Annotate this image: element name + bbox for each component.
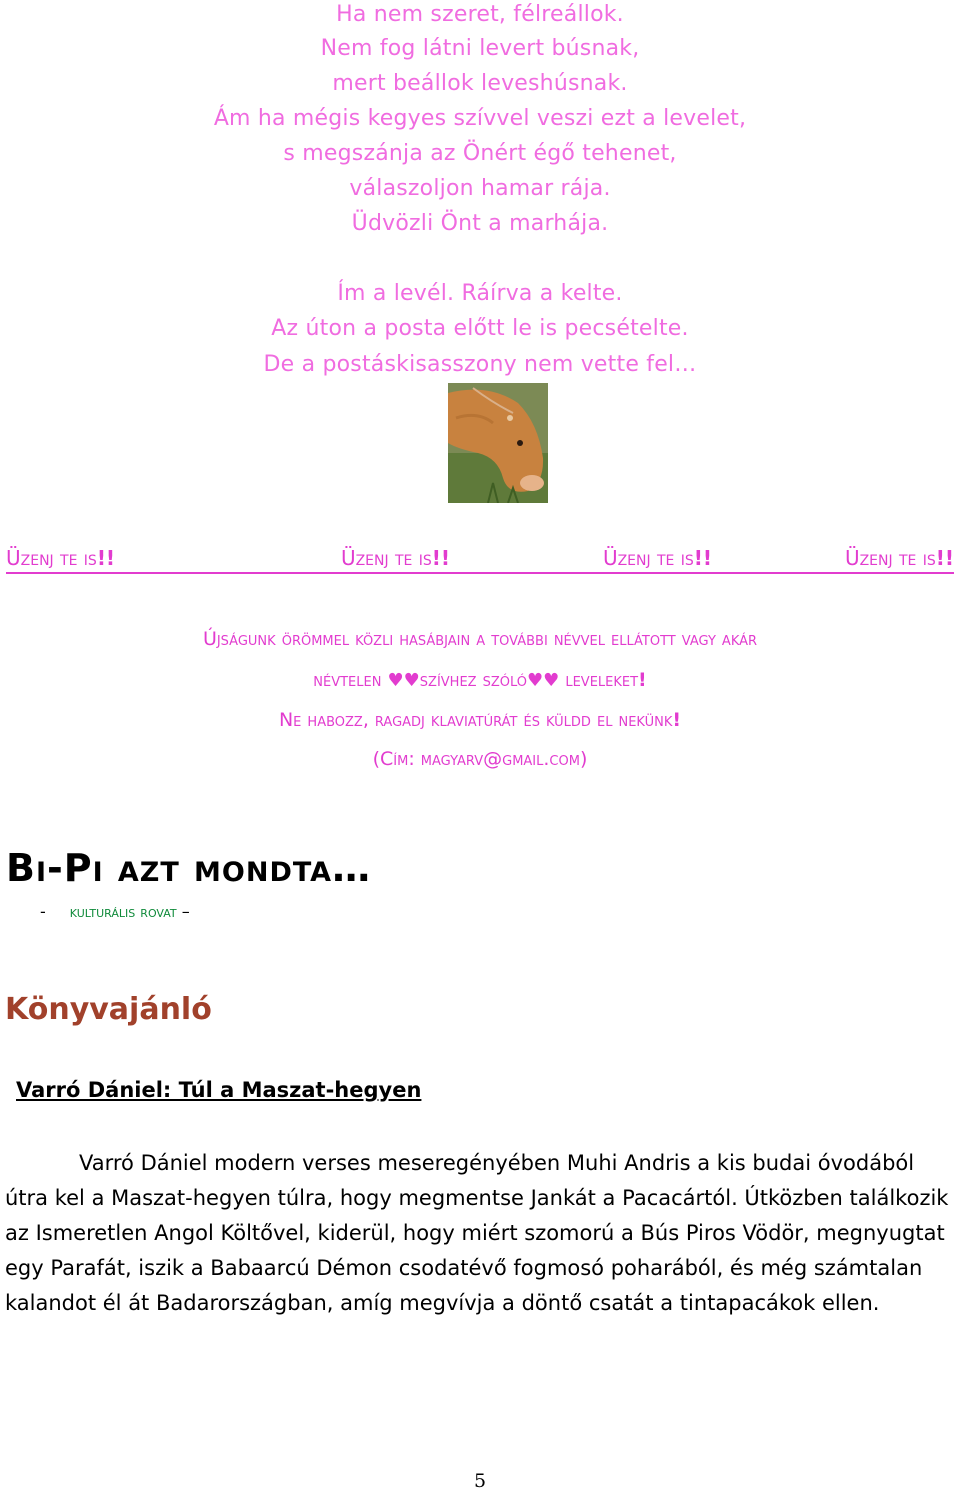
section-title: Bi-Pi azt mondta… — [6, 846, 372, 890]
review-paragraph: Varró Dániel modern verses meseregényében Muhi Andris a kis budai óvodából útra kel a Maszat-hegyen túlra, hogy megmentse Jankát a Pacacártól. Útközben találkozik az Ismeretlen Angol Költővel, kiderül, hogy miért szomorú a Bús Piros Vödör, megnyugtat egy Parafát, iszik a Babaarcú Démon csodatévő fogmosó poharából, és még számtalan kalandot él át Badarországban, amíg megvívja a döntő csatát a tintapacákok ellen. — [5, 1151, 949, 1315]
section-subtitle: - kulturális rovat – — [40, 902, 190, 921]
cow-illustration — [448, 383, 548, 503]
cow-image — [448, 383, 548, 503]
poem-line: válaszoljon hamar rája. — [349, 176, 611, 201]
poem-line: Az úton a posta előtt le is pecsételte. — [271, 316, 689, 341]
poem-line: mert beállok leveshúsnak. — [332, 71, 628, 96]
review-heading: Könyvajánló — [5, 992, 212, 1027]
announcement-line-1: Újságunk örömmel közli hasábjain a további névvel ellátott vagy akár — [202, 628, 758, 650]
contact-email[interactable]: (Cím: magyarv@gmail.com) — [372, 748, 588, 770]
poem-line: s megszánja az Önért égő tehenet, — [283, 141, 677, 166]
poem-line: Nem fog látni levert búsnak, — [320, 36, 640, 61]
heart-icon: ♥♥ — [387, 670, 420, 691]
announcement-line-3: Ne habozz, ragadj klaviatúrát és küldd el nekünk! — [278, 709, 682, 731]
poem-line: Üdvözli Önt a marhája. — [351, 211, 609, 236]
message-us-link[interactable]: Üzenj te is!! — [450, 540, 712, 574]
poem-line: Ím a levél. Ráírva a kelte. — [337, 281, 623, 306]
message-us-link[interactable]: Üzenj te is!! — [712, 540, 954, 574]
poem-line: Ám ha mégis kegyes szívvel veszi ezt a levelet, — [213, 106, 747, 131]
page-number: 5 — [473, 1470, 487, 1492]
book-title: Varró Dániel: Túl a Maszat-hegyen — [16, 1078, 422, 1102]
message-us-link[interactable]: Üzenj te is!! — [166, 540, 450, 574]
poem-line: De a postáskisasszony nem vette fel… — [263, 352, 697, 377]
message-us-banner — [0, 540, 960, 576]
poem-line: Ha nem szeret, félreállok. — [336, 2, 624, 27]
message-us-link[interactable]: Üzenj te is!! — [6, 540, 166, 574]
announcement-line-2: névtelen ♥♥szívhez szóló♥♥ leveleket! — [313, 669, 647, 691]
heart-icon: ♥♥ — [527, 670, 560, 691]
